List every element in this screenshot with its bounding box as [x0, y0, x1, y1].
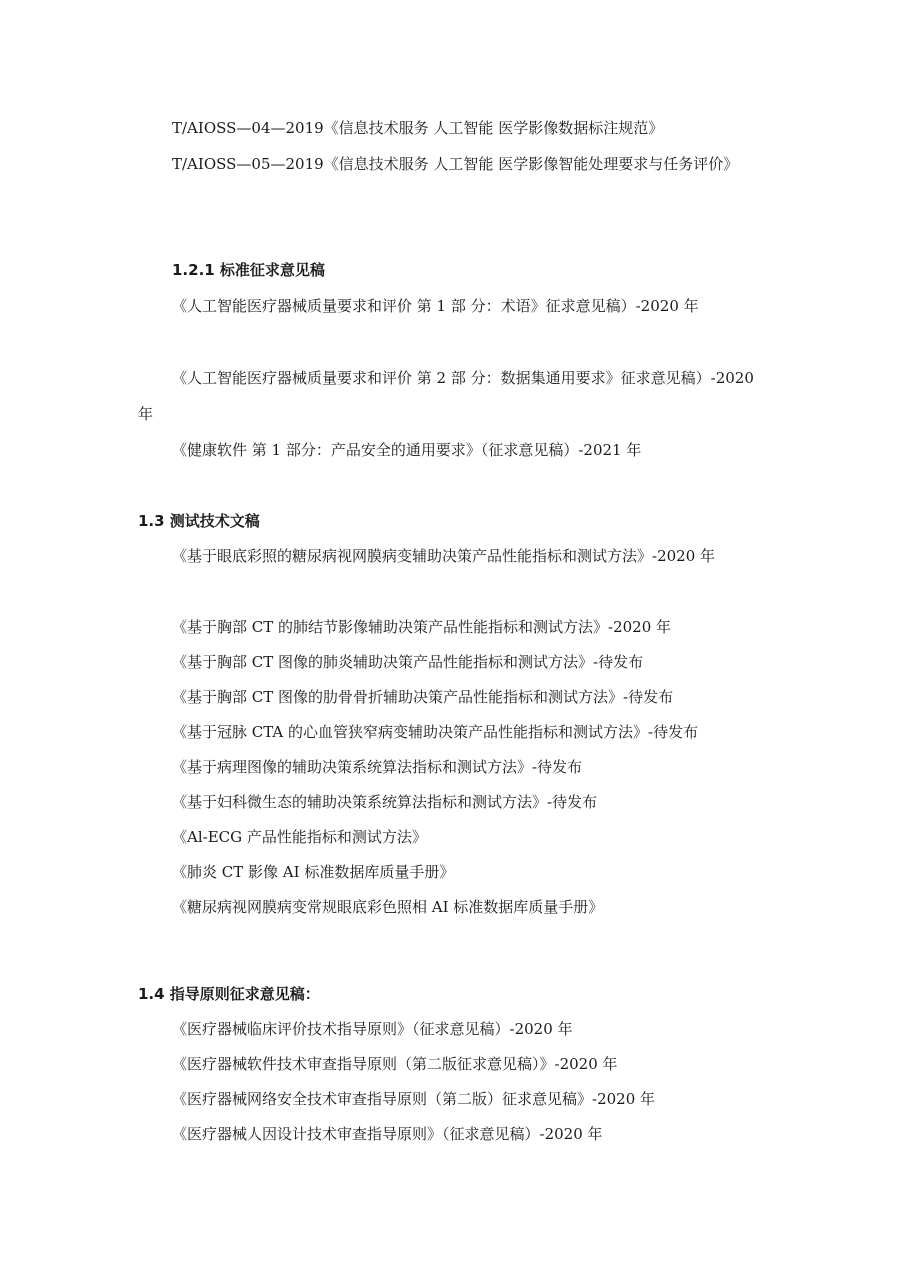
draft-standard-item: 《人工智能医疗器械质量要求和评价 第 1 部 分：术语》征求意见稿）-2020 年	[172, 297, 699, 315]
standard-item: T/AIOSS—05—2019《信息技术服务 人工智能 医学影像智能处理要求与任务评价》	[172, 155, 739, 173]
test-document-item: 《基于胸部 CT 图像的肺炎辅助决策产品性能指标和测试方法》-待发布	[172, 653, 644, 671]
draft-standard-item: 《人工智能医疗器械质量要求和评价 第 2 部 分：数据集通用要求》征求意见稿）-2020 年	[138, 369, 754, 423]
test-document-item: 《基于胸部 CT 的肺结节影像辅助决策产品性能指标和测试方法》-2020 年	[172, 618, 672, 636]
section-heading-1-4: 1.4 指导原则征求意见稿：	[138, 985, 320, 1003]
test-document-item: 《肺炎 CT 影像 AI 标准数据库质量手册》	[172, 863, 455, 881]
test-document-item: 《基于眼底彩照的糖尿病视网膜病变辅助决策产品性能指标和测试方法》-2020 年	[172, 547, 716, 565]
test-document-item: 《基于冠脉 CTA 的心血管狭窄病变辅助决策产品性能指标和测试方法》-待发布	[172, 723, 699, 741]
test-document-item: 《基于病理图像的辅助决策系统算法指标和测试方法》-待发布	[172, 758, 583, 776]
guideline-item: 《医疗器械软件技术审查指导原则（第二版征求意见稿）》-2020 年	[172, 1055, 618, 1073]
test-document-item: 《基于妇科微生态的辅助决策系统算法指标和测试方法》-待发布	[172, 793, 598, 811]
draft-standard-item: 《健康软件 第 1 部分：产品安全的通用要求》（征求意见稿）-2021 年	[172, 441, 642, 459]
guideline-item: 《医疗器械临床评价技术指导原则》（征求意见稿）-2020 年	[172, 1020, 573, 1038]
guideline-item: 《医疗器械网络安全技术审查指导原则（第二版）征求意见稿》-2020 年	[172, 1090, 656, 1108]
standard-item: T/AIOSS—04—2019《信息技术服务 人工智能 医学影像数据标注规范》	[172, 119, 664, 137]
section-heading-1-2-1: 1.2.1 标准征求意见稿	[172, 261, 325, 279]
section-heading-1-3: 1.3 测试技术文稿	[138, 512, 260, 530]
test-document-item: 《糖尿病视网膜病变常规眼底彩色照相 AI 标准数据库质量手册》	[172, 898, 604, 916]
test-document-item: 《基于胸部 CT 图像的肋骨骨折辅助决策产品性能指标和测试方法》-待发布	[172, 688, 674, 706]
test-document-item: 《Al-ECG 产品性能指标和测试方法》	[172, 828, 427, 846]
guideline-item: 《医疗器械人因设计技术审查指导原则》（征求意见稿）-2020 年	[172, 1125, 603, 1143]
